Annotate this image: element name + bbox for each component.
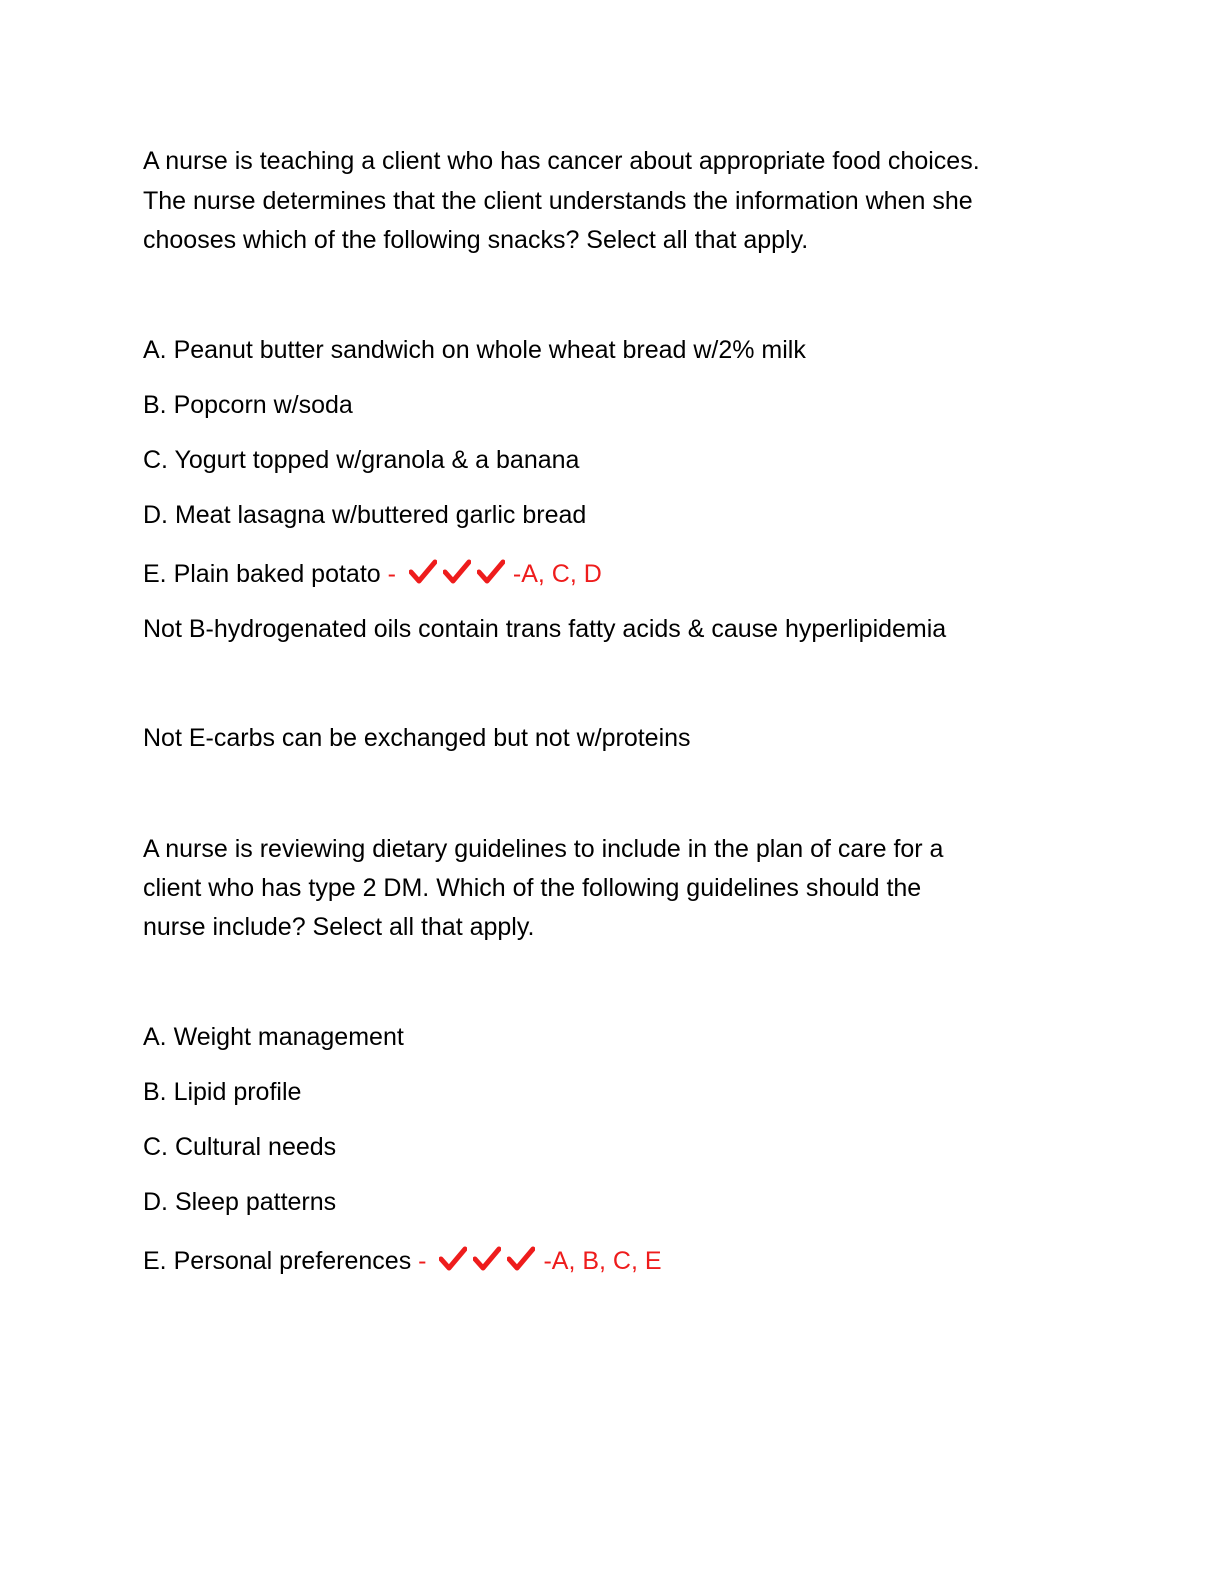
q1-option-c: C. Yogurt topped w/granola & a banana [143, 446, 580, 474]
q2-dash: - [411, 1247, 427, 1275]
q1-checkmarks [409, 559, 511, 589]
q1-note-e: Not E-carbs can be exchanged but not w/proteins [143, 724, 691, 752]
q1-stem-line-1: A nurse is teaching a client who has cancer about appropriate food choices. [143, 147, 980, 175]
q1-option-e-row [143, 559, 602, 589]
q2-option-e: E. Personal preferences [143, 1247, 412, 1275]
q2-option-a: A. Weight management [143, 1023, 404, 1051]
q1-dash: - [380, 560, 396, 588]
q1-stem-line-3: chooses which of the following snacks? Select all that apply. [143, 226, 809, 254]
checkmark-icon [473, 1246, 501, 1272]
q1-note-b: Not B-hydrogenated oils contain trans fatty acids & cause hyperlipidemia [143, 615, 947, 643]
q2-checkmarks [439, 1246, 541, 1276]
q2-option-b: B. Lipid profile [143, 1078, 302, 1106]
q1-stem-line-2: The nurse determines that the client understands the information when she [143, 187, 973, 215]
q1-option-e: E. Plain baked potato [143, 560, 381, 588]
checkmark-icon [409, 559, 437, 585]
checkmark-icon [443, 559, 471, 585]
q2-option-d: D. Sleep patterns [143, 1188, 337, 1216]
checkmark-icon [439, 1246, 467, 1272]
checkmark-icon [477, 559, 505, 585]
q1-option-d: D. Meat lasagna w/buttered garlic bread [143, 501, 587, 529]
checkmark-icon [507, 1246, 535, 1272]
q1-option-a: A. Peanut butter sandwich on whole wheat bread w/2% milk [143, 336, 806, 364]
q2-stem-line-3: nurse include? Select all that apply. [143, 913, 535, 941]
q2-option-c: C. Cultural needs [143, 1133, 337, 1161]
q2-stem-line-1: A nurse is reviewing dietary guidelines to include in the plan of care for a [143, 835, 944, 863]
q2-option-e-row [143, 1246, 662, 1276]
q1-option-b: B. Popcorn w/soda [143, 391, 353, 419]
q2-answer: -A, B, C, E [543, 1247, 662, 1275]
q2-stem-line-2: client who has type 2 DM. Which of the following guidelines should the [143, 874, 922, 902]
q1-answer: -A, C, D [512, 560, 602, 588]
